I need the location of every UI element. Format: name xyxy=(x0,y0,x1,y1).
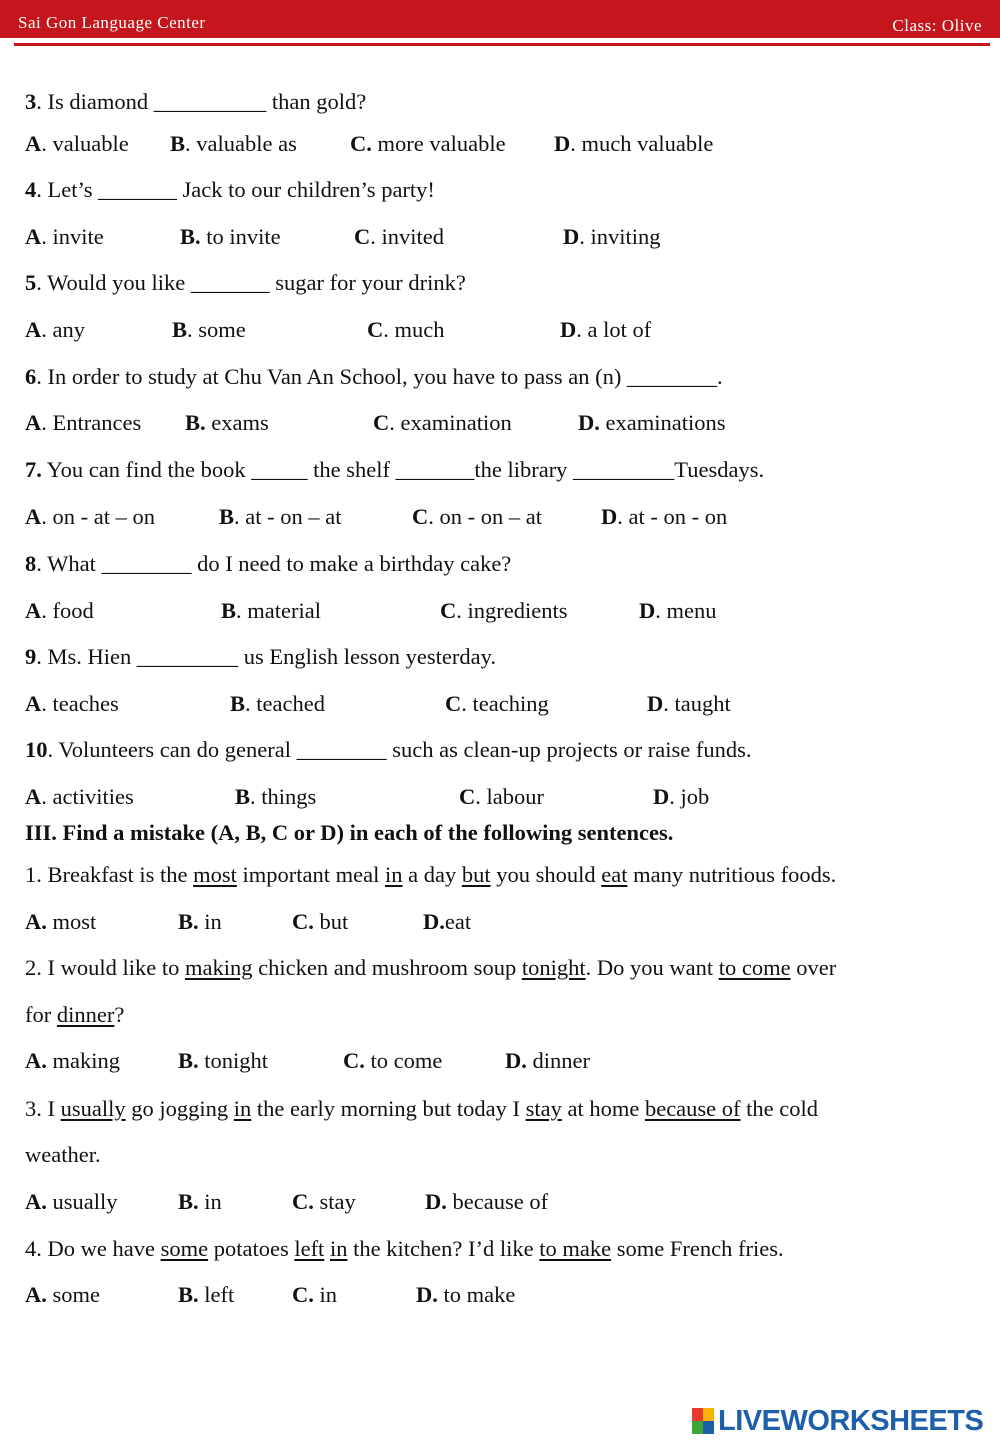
header-rule xyxy=(14,43,990,46)
q8-option-c[interactable]: C. ingredients xyxy=(440,598,568,623)
question-5: 5. Would you like _______ sugar for your drink? xyxy=(25,270,466,295)
liveworksheets-logo-icon xyxy=(692,1408,714,1434)
liveworksheets-logo[interactable] xyxy=(692,1404,983,1438)
m2-option-d[interactable]: D. dinner xyxy=(505,1048,590,1073)
q5-option-c[interactable]: C. much xyxy=(367,317,445,342)
m3-option-c[interactable]: C. stay xyxy=(292,1189,356,1214)
q6-option-c[interactable]: C. examination xyxy=(373,410,512,435)
q9-option-a[interactable]: A. teaches xyxy=(25,691,119,716)
m4-option-b[interactable]: B. left xyxy=(178,1282,235,1307)
question-4: 4. Let’s _______ Jack to our children’s party! xyxy=(25,177,435,202)
mistake-sentence-3: 3. I usually go jogging in the early morning but today I stay at home because of the cold xyxy=(25,1096,819,1121)
q6-option-d[interactable]: D. examinations xyxy=(578,410,726,435)
school-name: Sai Gon Language Center xyxy=(18,13,206,32)
q8-option-d[interactable]: D. menu xyxy=(639,598,717,623)
q7-option-d[interactable]: D. at - on - on xyxy=(601,504,728,529)
q7-option-c[interactable]: C. on - on – at xyxy=(412,504,542,529)
q4-option-c[interactable]: C. invited xyxy=(354,224,444,249)
class-name: Class: Olive xyxy=(892,16,982,35)
m3-option-a[interactable]: A. usually xyxy=(25,1189,118,1214)
q3-option-a[interactable]: A. valuable xyxy=(25,131,129,156)
q4-option-a[interactable]: A. invite xyxy=(25,224,104,249)
q8-option-a[interactable]: A. food xyxy=(25,598,94,623)
m4-option-c[interactable]: C. in xyxy=(292,1282,338,1307)
question-7: 7. You can find the book _____ the shelf _______the library _________Tuesdays. xyxy=(25,457,765,482)
m1-option-d[interactable]: D.eat xyxy=(423,909,472,934)
question-8: 8. What ________ do I need to make a birthday cake? xyxy=(25,551,512,576)
q5-option-b[interactable]: B. some xyxy=(172,317,246,342)
m1-option-a[interactable]: A. most xyxy=(25,909,97,934)
q6-option-b[interactable]: B. exams xyxy=(185,410,269,435)
m4-option-d[interactable]: D. to make xyxy=(416,1282,516,1307)
m1-option-c[interactable]: C. but xyxy=(292,909,349,934)
q7-option-b[interactable]: B. at - on – at xyxy=(219,504,342,529)
q9-option-b[interactable]: B. teached xyxy=(230,691,325,716)
m4-option-a[interactable]: A. some xyxy=(25,1282,100,1307)
q3-option-b[interactable]: B. valuable as xyxy=(170,131,297,156)
m2-option-c[interactable]: C. to come xyxy=(343,1048,443,1073)
m3-option-b[interactable]: B. in xyxy=(178,1189,222,1214)
q10-option-c[interactable]: C. labour xyxy=(459,784,544,809)
question-9: 9. Ms. Hien _________ us English lesson yesterday. xyxy=(25,644,497,669)
q3-option-d[interactable]: D. much valuable xyxy=(554,131,714,156)
mistake-sentence-3-cont: weather. xyxy=(25,1142,101,1167)
m1-option-b[interactable]: B. in xyxy=(178,909,222,934)
q8-option-b[interactable]: B. material xyxy=(221,598,321,623)
q5-option-a[interactable]: A. any xyxy=(25,317,85,342)
mistake-sentence-4: 4. Do we have some potatoes left in the kitchen? I’d like to make some French fries. xyxy=(25,1236,784,1261)
q10-option-d[interactable]: D. job xyxy=(653,784,710,809)
liveworksheets-logo-text: LIVEWORKSHEETS xyxy=(718,1404,984,1437)
q3-option-c[interactable]: C. more valuable xyxy=(350,131,506,156)
q10-option-a[interactable]: A. activities xyxy=(25,784,134,809)
question-3: 3. Is diamond __________ than gold? xyxy=(25,89,367,114)
q4-option-b[interactable]: B. to invite xyxy=(180,224,281,249)
q6-option-a[interactable]: A. Entrances xyxy=(25,410,142,435)
mistake-sentence-1: 1. Breakfast is the most important meal in a day but you should eat many nutritious foods. xyxy=(25,862,837,887)
q5-option-d[interactable]: D. a lot of xyxy=(560,317,652,342)
m3-option-d[interactable]: D. because of xyxy=(425,1189,549,1214)
q9-option-d[interactable]: D. taught xyxy=(647,691,731,716)
question-10: 10. Volunteers can do general ________ such as clean-up projects or raise funds. xyxy=(25,737,752,762)
q7-option-a[interactable]: A. on - at – on xyxy=(25,504,155,529)
mistake-sentence-2: 2. I would like to making chicken and mushroom soup tonight. Do you want to come over xyxy=(25,955,837,980)
q10-option-b[interactable]: B. things xyxy=(235,784,317,809)
mistake-sentence-2-cont: for dinner? xyxy=(25,1002,125,1027)
q4-option-d[interactable]: D. inviting xyxy=(563,224,661,249)
m2-option-b[interactable]: B. tonight xyxy=(178,1048,269,1073)
section-title: III. Find a mistake (A, B, C or D) in each of the following sentences. xyxy=(25,820,674,845)
question-6: 6. In order to study at Chu Van An School, you have to pass an (n) ________. xyxy=(25,364,723,389)
q9-option-c[interactable]: C. teaching xyxy=(445,691,549,716)
m2-option-a[interactable]: A. making xyxy=(25,1048,120,1073)
